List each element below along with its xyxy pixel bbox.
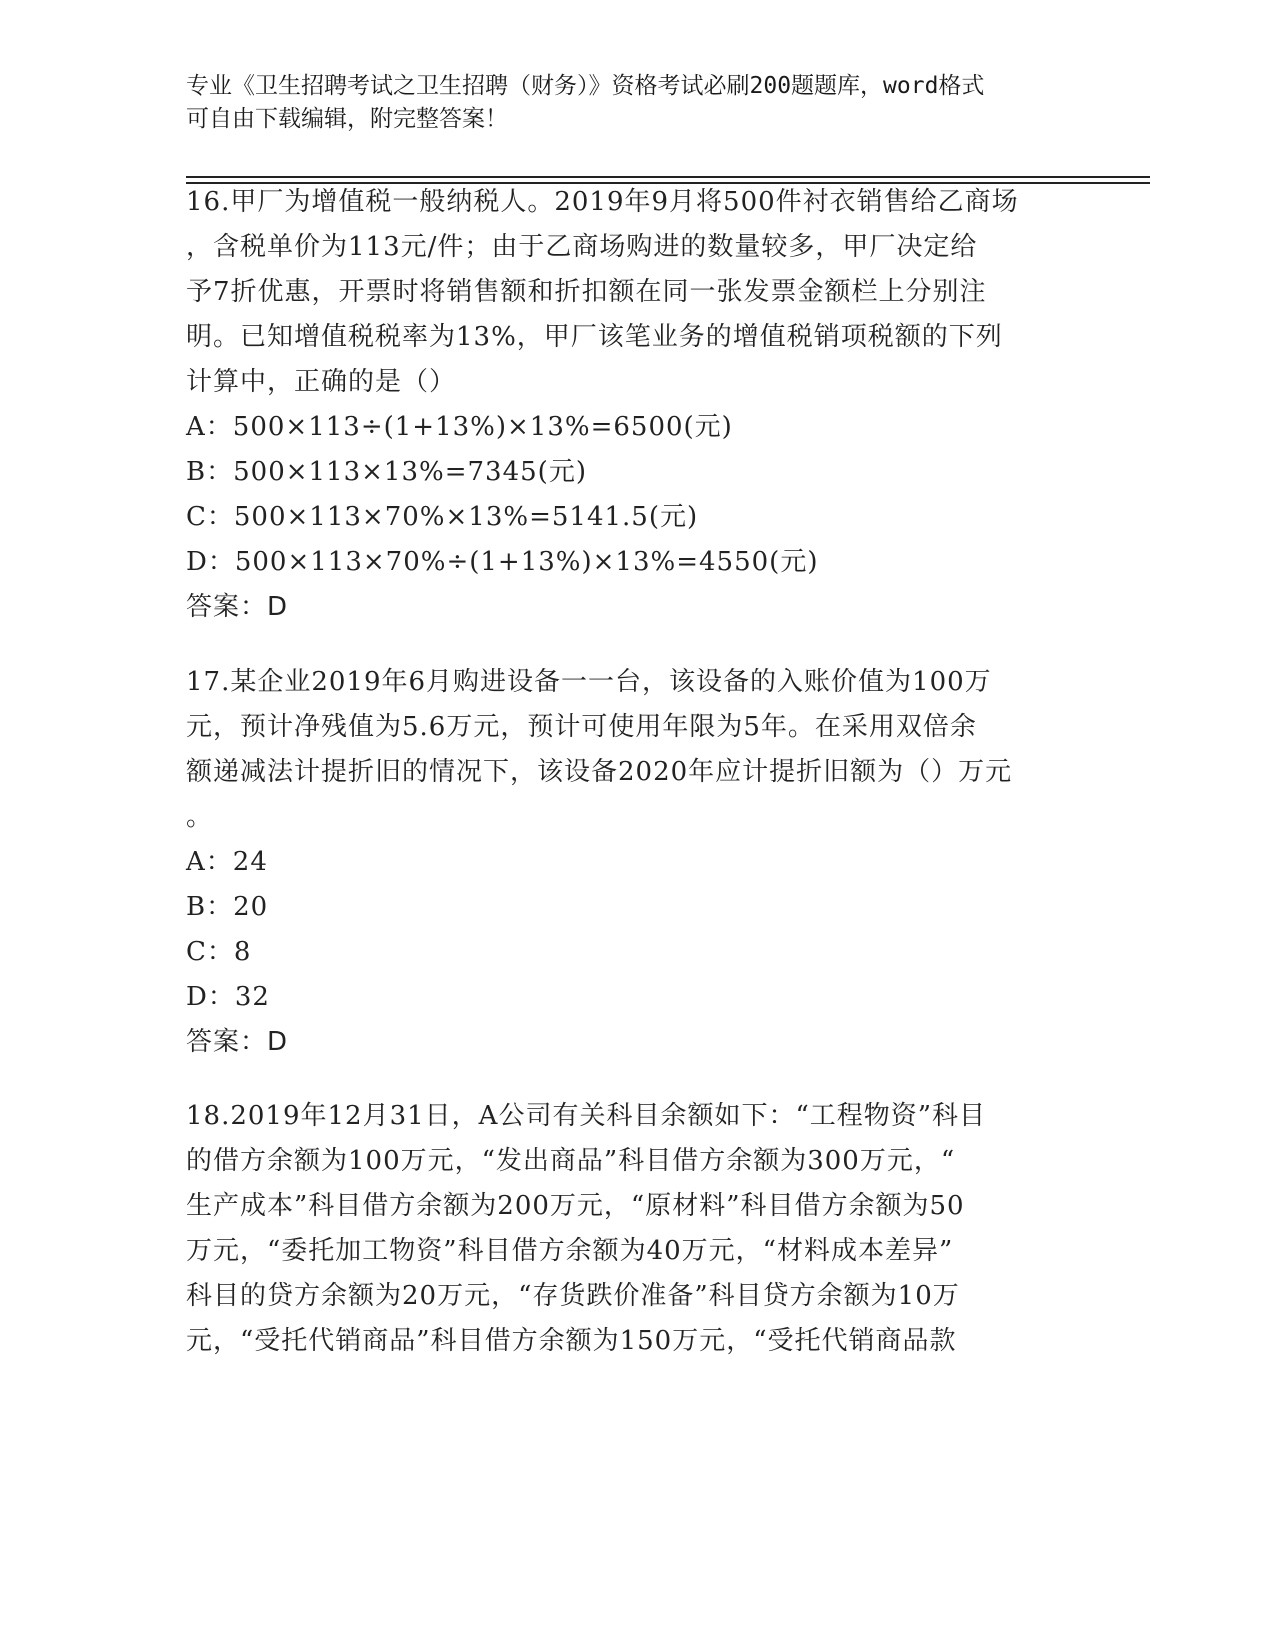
question-text-line: 18.2019年12月31日，A公司有关科目余额如下：“工程物资”科目 [186, 1101, 987, 1131]
question-18 [186, 1094, 1066, 1364]
question-text-line: 计算中，正确的是（） [186, 367, 457, 397]
document-header [186, 70, 1066, 136]
question-16 [186, 180, 1066, 630]
question-text-line: 生产成本”科目借方余额为200万元，“原材料”科目借方余额为50 [186, 1191, 965, 1221]
question-text-line: 额递减法计提折旧的情况下，该设备2020年应计提折旧额为（）万元 [186, 757, 1013, 787]
question-text-line: 万元，“委托加工物资”科目借方余额为40万元，“材料成本差异” [186, 1236, 954, 1266]
question-text-line: 16.甲厂为增值税一般纳税人。2019年9月将500件衬衣销售给乙商场 [186, 187, 1019, 217]
question-text-line: 科目的贷方余额为20万元，“存货跌价准备”科目贷方余额为10万 [186, 1281, 960, 1311]
question-text-line: 的借方余额为100万元，“发出商品”科目借方余额为300万元，“ [186, 1146, 956, 1176]
option-c: C：8 [186, 937, 252, 967]
option-b: B：500×113×13%=7345(元) [186, 457, 587, 487]
option-c: C：500×113×70%×13%=5141.5(元) [186, 502, 699, 532]
question-text-line: 元，预计净残值为5.6万元，预计可使用年限为5年。在采用双倍余 [186, 712, 977, 742]
answer-line: 答案：D [186, 592, 289, 622]
option-a: A：500×113÷(1+13%)×13%=6500(元) [186, 412, 733, 442]
question-text-line: 17.某企业2019年6月购进设备一一台，该设备的入账价值为100万 [186, 667, 992, 697]
header-line: 可自由下载编辑，附完整答案！ [186, 106, 508, 132]
question-text-line: 予7折优惠，开票时将销售额和折扣额在同一张发票金额栏上分别注 [186, 277, 987, 307]
header-line: 专业《卫生招聘考试之卫生招聘（财务）》资格考试必刷200题题库，word格式 [186, 73, 985, 99]
option-d: D：500×113×70%÷(1+13%)×13%=4550(元) [186, 547, 819, 577]
divider-line [186, 176, 1150, 178]
question-17 [186, 660, 1066, 1065]
answer-line: 答案：D [186, 1027, 289, 1057]
question-text-line: 元，“受托代销商品”科目借方余额为150万元，“受托代销商品款 [186, 1326, 957, 1356]
option-a: A：24 [186, 847, 268, 877]
question-text-line: ，含税单价为113元/件；由于乙商场购进的数量较多，甲厂决定给 [186, 232, 978, 262]
option-b: B：20 [186, 892, 269, 922]
option-d: D：32 [186, 982, 270, 1012]
question-text-line: 明。已知增值税税率为13%，甲厂该笔业务的增值税销项税额的下列 [186, 322, 1003, 352]
question-text-line: 。 [186, 802, 214, 832]
